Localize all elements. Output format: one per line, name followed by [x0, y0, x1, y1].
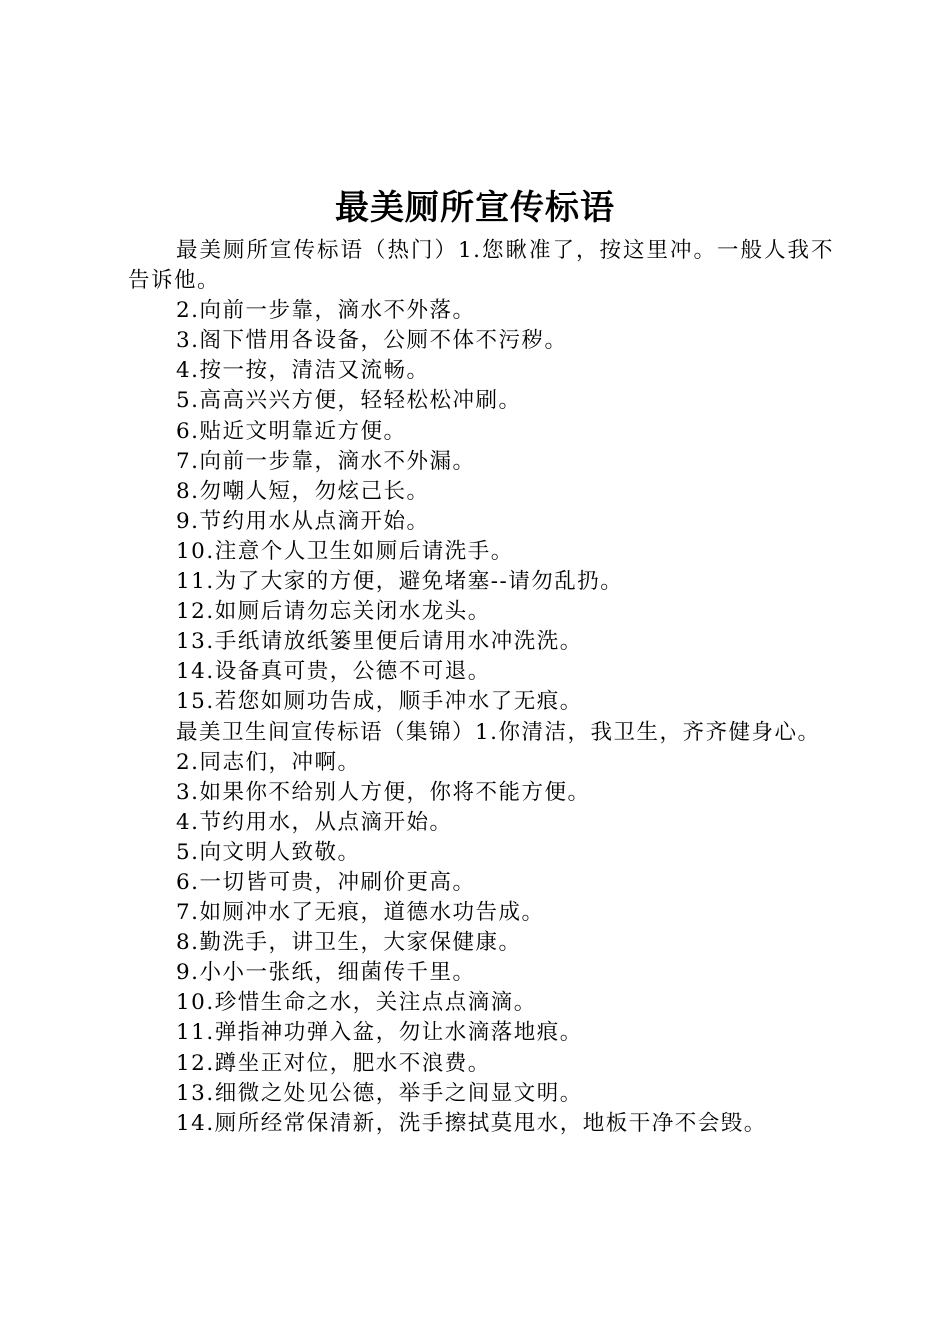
paragraph: 最美厕所宣传标语（热门）1.您瞅准了，按这里冲。一般人我不告诉他。	[128, 238, 834, 294]
paragraph: 3.阁下惜用各设备，公厕不体不污秽。	[176, 328, 568, 354]
paragraph: 9.节约用水从点滴开始。	[176, 508, 430, 534]
document-title: 最美厕所宣传标语	[335, 188, 615, 228]
paragraph: 10.注意个人卫生如厕后请洗手。	[176, 538, 514, 564]
paragraph: 13.细微之处见公德，举手之间显文明。	[176, 1080, 583, 1106]
paragraph: 11.弹指神功弹入盆，勿让水滴落地痕。	[176, 1020, 583, 1046]
paragraph: 11.为了大家的方便，避免堵塞--请勿乱扔。	[176, 569, 624, 595]
paragraph: 15.若您如厕功告成，顺手冲水了无痕。	[176, 689, 583, 715]
paragraph: 12.如厕后请勿忘关闭水龙头。	[176, 599, 491, 625]
paragraph: 7.如厕冲水了无痕，道德水功告成。	[176, 900, 545, 926]
paragraph: 8.勿嘲人短，勿炫己长。	[176, 478, 430, 504]
paragraph: 14.设备真可贵，公德不可退。	[176, 659, 491, 685]
paragraph: 5.向文明人致敬。	[176, 839, 361, 865]
paragraph: 12.蹲坐正对位，肥水不浪费。	[176, 1050, 491, 1076]
paragraph: 6.一切皆可贵，冲刷价更高。	[176, 869, 476, 895]
document-body	[128, 236, 834, 1139]
paragraph: 2.向前一步靠，滴水不外落。	[176, 298, 476, 324]
paragraph: 4.按一按，清洁又流畅。	[176, 358, 430, 384]
paragraph: 3.如果你不给别人方便，你将不能方便。	[176, 779, 591, 805]
paragraph: 7.向前一步靠，滴水不外漏。	[176, 448, 476, 474]
paragraph: 8.勤洗手，讲卫生，大家保健康。	[176, 930, 522, 956]
paragraph: 2.同志们，冲啊。	[176, 749, 361, 775]
paragraph: 10.珍惜生命之水，关注点点滴滴。	[176, 990, 537, 1016]
paragraph: 9.小小一张纸，细菌传千里。	[176, 960, 476, 986]
paragraph: 13.手纸请放纸篓里便后请用水冲洗洗。	[176, 629, 583, 655]
paragraph: 4.节约用水，从点滴开始。	[176, 809, 453, 835]
paragraph: 14.厕所经常保清新，洗手擦拭莫甩水，地板干净不会毁。	[176, 1110, 767, 1136]
paragraph: 6.贴近文明靠近方便。	[176, 418, 407, 444]
paragraph: 最美卫生间宣传标语（集锦）1.你清洁，我卫生，齐齐健身心。	[176, 719, 821, 745]
paragraph: 5.高高兴兴方便，轻轻松松冲刷。	[176, 388, 522, 414]
